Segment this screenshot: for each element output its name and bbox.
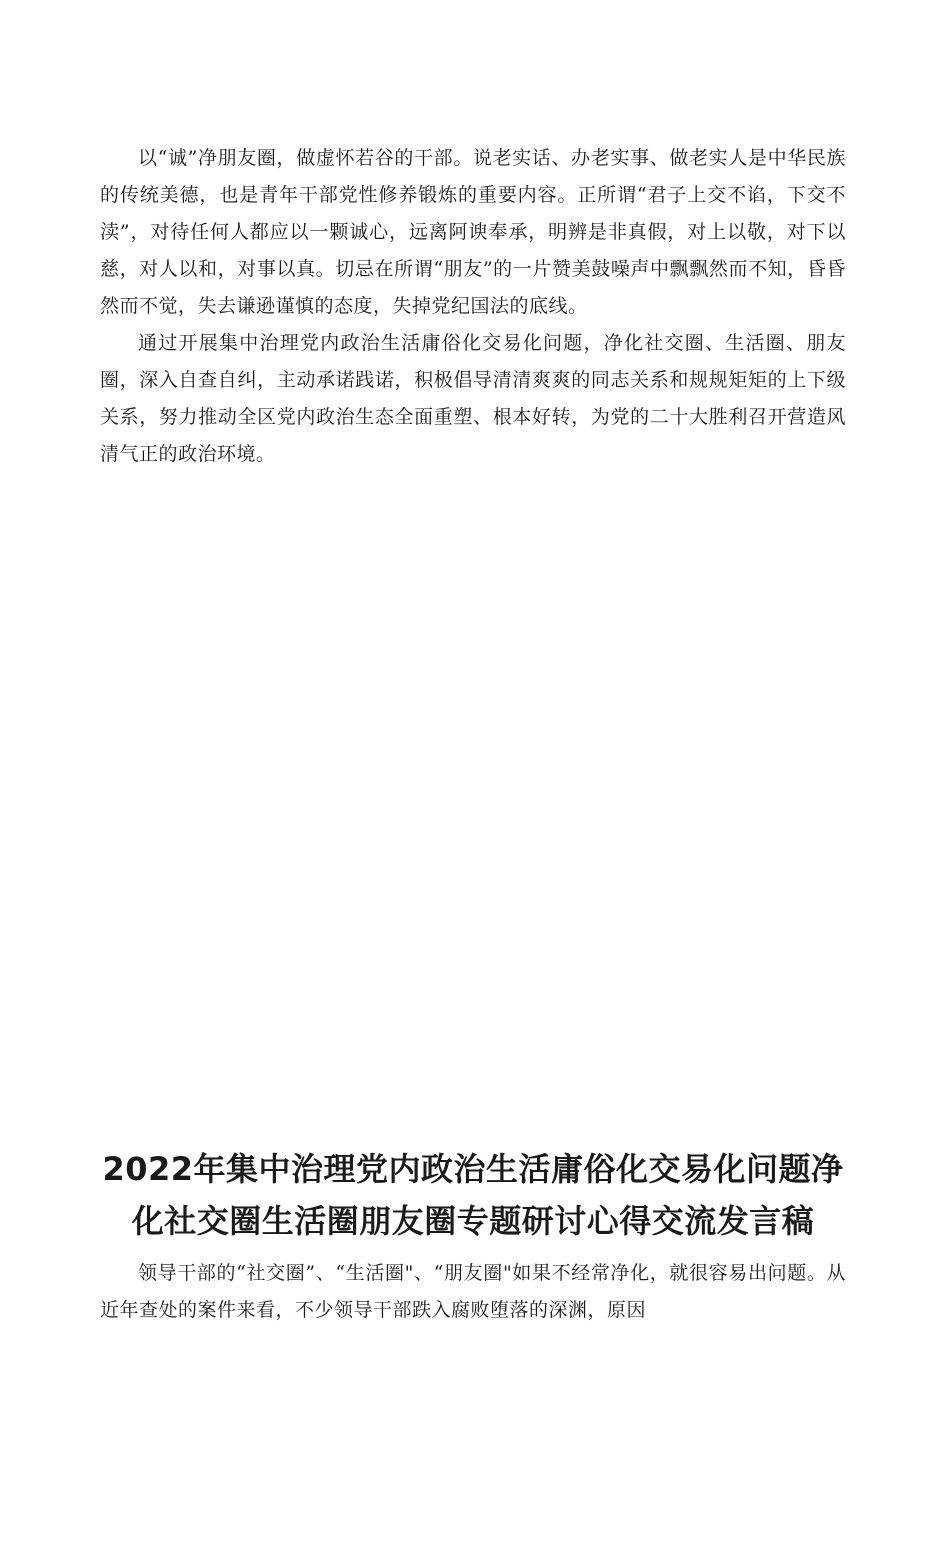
document-title: 2022年集中治理党内政治生活庸俗化交易化问题净化社交圈生活圈朋友圈专题研讨心得交流发言稿: [102, 1150, 844, 1240]
document-section-bottom: [100, 1143, 846, 1329]
document-section-top: [100, 140, 846, 473]
body-paragraph: 以“诚”净朋友圈，做虚怀若谷的干部。说老实话、办老实事、做老实人是中华民族的传统美德，也是青年干部党性修养锻炼的重要内容。正所谓“君子上交不谄，下交不渎”，对待任何人都应以一颗诚心，远离阿谀奉承，明辨是非真假，对上以敬，对下以慈，对人以和，对事以真。切忌在所谓“朋友”的一片赞美鼓噪声中飘飘然而不知，昏昏然而不觉，失去谦逊谨慎的态度，失掉党纪国法的底线。: [100, 147, 846, 317]
body-paragraph: 领导干部的“社交圈”、“生活圈"、“朋友圈"如果不经常净化，就很容易出问题。从近年查处的案件来看，不少领导干部跌入腐败堕落的深渊，原因: [100, 1262, 846, 1321]
body-paragraph: 通过开展集中治理党内政治生活庸俗化交易化问题，净化社交圈、生活圈、朋友圈，深入自查自纠，主动承诺践诺，积极倡导清清爽爽的同志关系和规规矩矩的上下级关系，努力推动全区党内政治生态全面重塑、根本好转，为党的二十大胜利召开营造风清气正的政治环境。: [100, 332, 846, 465]
